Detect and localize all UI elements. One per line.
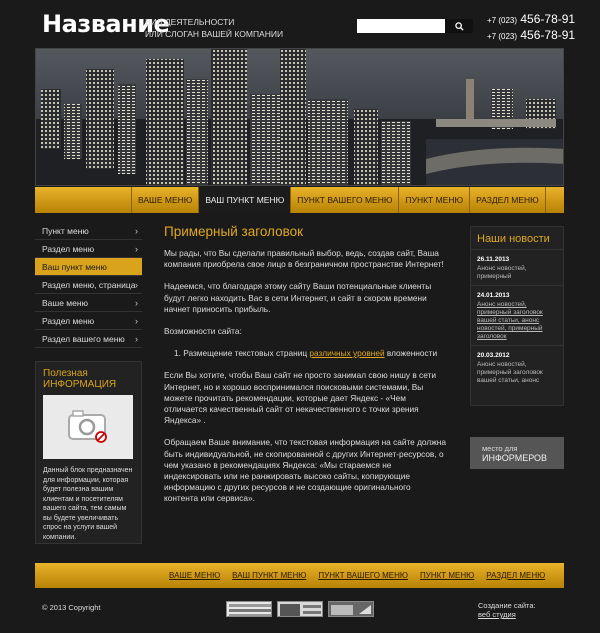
- counter-badge-icon: [329, 602, 374, 617]
- news-item: [471, 286, 563, 346]
- promo-box: [35, 361, 142, 544]
- content-paragraph-3: Возможности сайта:: [164, 326, 242, 337]
- footer-menu-bar: [35, 563, 564, 588]
- informer-line-1: место для: [482, 444, 518, 453]
- sidebar-item-6[interactable]: [35, 312, 142, 330]
- search-form: [357, 19, 473, 33]
- sidebar-item-label: Раздел меню: [42, 244, 95, 254]
- features-list: [174, 348, 446, 359]
- menu-item-3[interactable]: ПУНКТ ВАШЕГО МЕНЮ: [290, 187, 398, 213]
- promo-title-line-2: ИНФОРМАЦИЯ: [43, 379, 117, 390]
- content-paragraph-1: Мы рады, что Вы сделали правильный выбор, ведь, создав сайт, Ваша компания приобрела свое лицо в безграничном пространстве Интернет!: [164, 248, 444, 270]
- news-box: [470, 226, 564, 406]
- menu-item-5[interactable]: РАЗДЕЛ МЕНЮ: [469, 187, 546, 213]
- footer-menu-item-1[interactable]: ВАШЕ МЕНЮ: [169, 571, 221, 580]
- levels-link[interactable]: различных уровней: [309, 348, 385, 359]
- phone-2-number: 456-78-91: [520, 28, 576, 42]
- news-date: 24.01.2013: [477, 292, 510, 299]
- news-item: [471, 250, 563, 286]
- phones: [487, 12, 575, 44]
- phone-2-code: +7 (023): [487, 32, 518, 41]
- phone-1-code: +7 (023): [487, 16, 518, 25]
- sidebar-item-label: Раздел меню: [42, 316, 95, 326]
- footer-menu: [163, 563, 551, 588]
- footer-menu-item-2[interactable]: ВАШ ПУНКТ МЕНЮ: [232, 571, 307, 580]
- phone-2: [487, 28, 575, 44]
- menu-item-4[interactable]: ПУНКТ МЕНЮ: [398, 187, 469, 213]
- main-menu: [131, 187, 546, 213]
- list-item: [174, 348, 446, 359]
- developer-link[interactable]: веб студия: [478, 610, 516, 619]
- chevron-right-icon: ›: [135, 280, 138, 290]
- header: [0, 0, 600, 48]
- footer-menu-item-3[interactable]: ПУНКТ ВАШЕГО МЕНЮ: [318, 571, 408, 580]
- slogan-line-1: ВИД ДЕЯТЕЛЬНОСТИ: [145, 17, 235, 27]
- content-paragraph-2: Надеемся, что благодаря этому сайту Ваши потенциальные клиенты будут легко находить Вас в сети Интернет, и сайт в скором времени начнет приносить прибыль.: [164, 281, 432, 314]
- slogan: [145, 16, 283, 40]
- informer-placeholder: [470, 437, 564, 469]
- chevron-right-icon: ›: [135, 244, 138, 254]
- news-text[interactable]: Анонс новостей, примерный заголовок вашей статьи, анонс: [477, 361, 543, 384]
- sidebar-item-4[interactable]: [35, 276, 142, 294]
- main-content: [164, 224, 446, 516]
- counter-badge-icon: [278, 602, 323, 617]
- sidebar-item-label: Ваше меню: [42, 298, 88, 308]
- search-input[interactable]: [357, 19, 445, 33]
- chevron-right-icon: ›: [135, 334, 138, 344]
- copyright: © 2013 Copyright: [42, 603, 101, 612]
- news-text[interactable]: Анонс новостей, примерный: [477, 265, 527, 280]
- sidebar-item-7[interactable]: [35, 330, 142, 348]
- content-paragraph-4: Если Вы хотите, чтобы Ваш сайт не просто занимал свою нишу в сети Интернет, но и хорошо воспринимался поисковыми системами, Вы можете прочитать рекомендации, которые дает Яндекс - «Чем отличается качественный сайт от некачественного с точки зрения Яндекса» .: [164, 370, 436, 426]
- liveinternet-counter[interactable]: [277, 601, 323, 617]
- promo-title-line-1: Полезная: [43, 368, 88, 379]
- informer-line-2: ИНФОРМЕРОВ: [482, 453, 548, 463]
- news-date: 26.11.2013: [477, 256, 510, 263]
- image-placeholder: [43, 395, 133, 459]
- main-menu-bar: [35, 187, 564, 213]
- footer-menu-item-4[interactable]: ПУНКТ МЕНЮ: [420, 571, 475, 580]
- sidebar-item-label: Ваш пункт меню: [42, 262, 107, 272]
- chevron-right-icon: ›: [135, 298, 138, 308]
- promo-title: [43, 368, 134, 390]
- phone-1: [487, 12, 575, 28]
- news-link[interactable]: Анонс новостей, примерный заголовок вашей статьи, анонс новостей, примерный заголовок: [477, 301, 543, 340]
- sidebar-nav: [35, 222, 142, 348]
- sidebar-item-label: Раздел меню, страница: [42, 280, 136, 290]
- sidebar-item-label: Раздел вашего меню: [42, 334, 125, 344]
- developer-line-1: Создание сайта:: [478, 601, 536, 610]
- news-title: Наши новости: [471, 227, 563, 250]
- counters: [226, 601, 374, 617]
- list-item-text: 1. Размещение текстовых страниц: [174, 348, 310, 359]
- sidebar-item-3-active[interactable]: [35, 258, 142, 276]
- developer-credit: [478, 601, 536, 619]
- phone-1-number: 456-78-91: [520, 12, 576, 26]
- sidebar-item-2[interactable]: [35, 240, 142, 258]
- sidebar-item-label: Пункт меню: [42, 226, 89, 236]
- sidebar-item-5[interactable]: [35, 294, 142, 312]
- list-item-text-end: вложенности: [384, 348, 438, 359]
- chevron-right-icon: ›: [135, 226, 138, 236]
- promo-text: Данный блок предназначен для информации, которая будет полезна вашим клиентам и посетителям вашего сайта, тем самым вы будете увеличивать спрос на услуги вашей компании.: [43, 467, 133, 541]
- camera-icon: [43, 395, 133, 459]
- rambler-counter[interactable]: [226, 601, 272, 617]
- city-skyline-image: [36, 49, 564, 186]
- counter-badge-icon: [227, 602, 272, 617]
- slogan-line-2: ИЛИ СЛОГАН ВАШЕЙ КОМПАНИИ: [145, 29, 284, 39]
- informer-counter[interactable]: [328, 601, 374, 617]
- site-logo[interactable]: Название: [42, 10, 170, 38]
- search-icon: [455, 22, 464, 31]
- search-button[interactable]: [445, 19, 473, 33]
- header-banner-image: [35, 48, 564, 186]
- menu-item-2-active[interactable]: ВАШ ПУНКТ МЕНЮ: [198, 187, 290, 213]
- news-date: 20.03.2012: [477, 352, 510, 359]
- footer-menu-item-5[interactable]: РАЗДЕЛ МЕНЮ: [486, 571, 546, 580]
- content-paragraph-5: Обращаем Ваше внимание, что текстовая информация на сайте должна быть индивидуальной, не скопированной с других Интернет-ресурсов, о чем указано в рекомендациях Яндекса: «Мы стараемся не индексировать или не ранжировать высоко сайты, копирующие информацию с других ресурсов и не создающие оригинального контента или сервиса».: [164, 437, 446, 504]
- page-title: Примерный заголовок: [164, 224, 304, 239]
- chevron-right-icon: ›: [135, 316, 138, 326]
- menu-item-1[interactable]: ВАШЕ МЕНЮ: [131, 187, 198, 213]
- sidebar-item-1[interactable]: [35, 222, 142, 240]
- news-item: [471, 346, 563, 389]
